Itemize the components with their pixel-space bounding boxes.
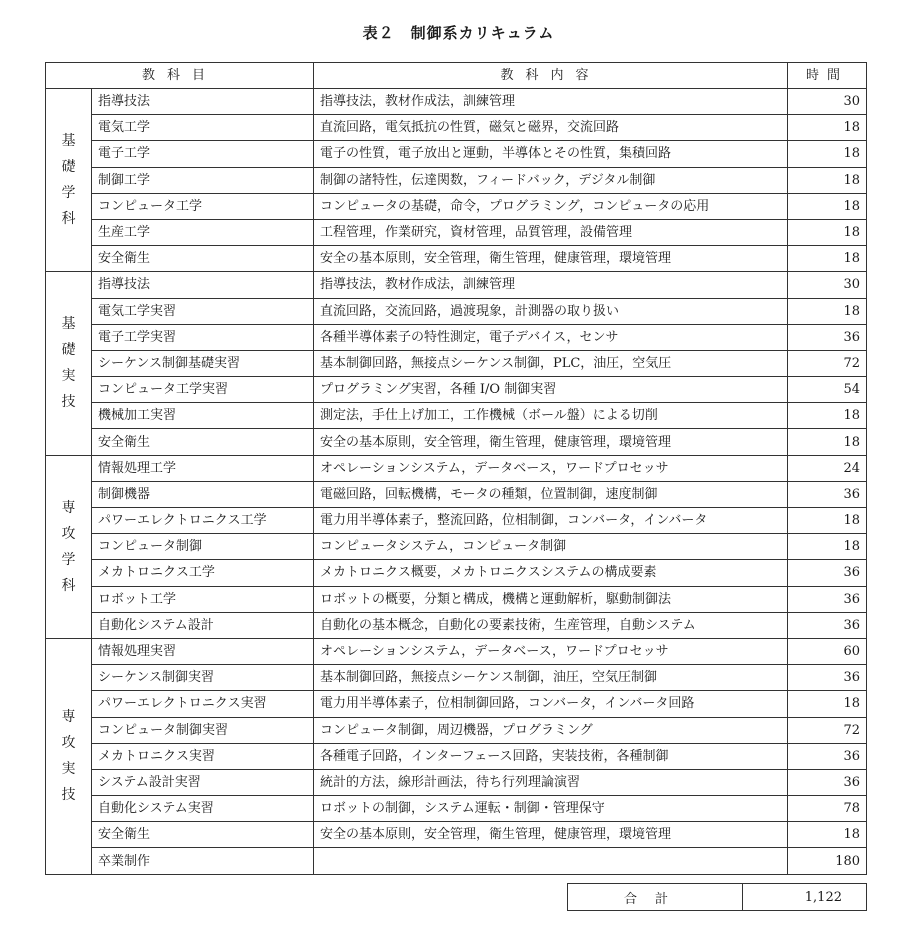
content-cell: 指導技法，教材作成法，訓練管理 [314, 89, 788, 115]
hours-cell: 18 [788, 193, 867, 219]
content-cell: 工程管理，作業研究，資材管理，品質管理，設備管理 [314, 219, 788, 245]
subject-cell: コンピュータ制御実習 [92, 717, 314, 743]
content-cell: 指導技法，教材作成法，訓練管理 [314, 272, 788, 298]
content-cell: 安全の基本原則，安全管理，衛生管理，健康管理，環境管理 [314, 822, 788, 848]
table-row [46, 665, 867, 691]
total-row [568, 884, 867, 911]
subject-cell: コンピュータ制御 [92, 534, 314, 560]
content-cell: 安全の基本原則，安全管理，衛生管理，健康管理，環境管理 [314, 429, 788, 455]
table-row [46, 508, 867, 534]
category-cell [46, 272, 92, 455]
subject-cell: 電気工学 [92, 115, 314, 141]
content-cell: 直流回路，電気抵抗の性質，磁気と磁界，交流回路 [314, 115, 788, 141]
table-row [46, 769, 867, 795]
subject-cell: 安全衛生 [92, 246, 314, 272]
subject-cell: 指導技法 [92, 272, 314, 298]
hours-cell: 18 [788, 429, 867, 455]
table-row [46, 89, 867, 115]
content-cell: 電力用半導体素子，位相制御回路，コンバータ，インバータ回路 [314, 691, 788, 717]
subject-cell: ロボット工学 [92, 586, 314, 612]
table-row [46, 691, 867, 717]
hours-cell: 72 [788, 717, 867, 743]
table-row [46, 141, 867, 167]
subject-cell: パワーエレクトロニクス実習 [92, 691, 314, 717]
table-row [46, 612, 867, 638]
header-content: 教科内容 [314, 63, 788, 89]
subject-cell: 安全衛生 [92, 822, 314, 848]
content-cell: プログラミング実習，各種 I/O 制御実習 [314, 377, 788, 403]
hours-cell: 36 [788, 665, 867, 691]
hours-cell: 36 [788, 743, 867, 769]
hours-cell: 36 [788, 769, 867, 795]
subject-cell: システム設計実習 [92, 769, 314, 795]
content-cell: 自動化の基本概念，自動化の要素技術，生産管理，自動システム [314, 612, 788, 638]
table-row [46, 115, 867, 141]
content-cell: オペレーションシステム，データベース，ワードプロセッサ [314, 638, 788, 664]
subject-cell: 電子工学実習 [92, 324, 314, 350]
subject-cell: 機械加工実習 [92, 403, 314, 429]
subject-cell: 情報処理実習 [92, 638, 314, 664]
hours-cell: 24 [788, 455, 867, 481]
content-cell: ロボットの制御，システム運転・制御・管理保守 [314, 796, 788, 822]
hours-cell: 18 [788, 508, 867, 534]
subject-cell: 自動化システム設計 [92, 612, 314, 638]
table-row [46, 377, 867, 403]
header-row [46, 63, 867, 89]
table-row [46, 481, 867, 507]
hours-cell: 180 [788, 848, 867, 874]
subject-cell: 制御工学 [92, 167, 314, 193]
total-value: 1,122 [743, 884, 867, 911]
hours-cell: 36 [788, 612, 867, 638]
table-title: 表２ 制御系カリキュラム [362, 24, 555, 42]
table-row [46, 848, 867, 874]
hours-cell: 30 [788, 272, 867, 298]
table-row [46, 560, 867, 586]
subject-cell: パワーエレクトロニクス工学 [92, 508, 314, 534]
table-row [46, 822, 867, 848]
content-cell: 直流回路，交流回路，過渡現象，計測器の取り扱い [314, 298, 788, 324]
header-subject: 教科目 [46, 63, 314, 89]
subject-cell: 卒業制作 [92, 848, 314, 874]
table-row [46, 324, 867, 350]
table-row [46, 534, 867, 560]
hours-cell: 18 [788, 246, 867, 272]
table-row [46, 796, 867, 822]
table-row [46, 246, 867, 272]
table-row [46, 167, 867, 193]
total-table [567, 883, 867, 911]
subject-cell: 電気工学実習 [92, 298, 314, 324]
curriculum-body [46, 89, 867, 875]
category-label: 基 礎 学 科 [61, 133, 76, 228]
content-cell [314, 848, 788, 874]
hours-cell: 18 [788, 219, 867, 245]
content-cell: 各種半導体素子の特性測定，電子デバイス，センサ [314, 324, 788, 350]
hours-cell: 36 [788, 324, 867, 350]
subject-cell: 安全衛生 [92, 429, 314, 455]
hours-cell: 18 [788, 534, 867, 560]
subject-cell: シーケンス制御基礎実習 [92, 350, 314, 376]
hours-cell: 78 [788, 796, 867, 822]
category-cell [46, 455, 92, 638]
curriculum-table [45, 62, 867, 875]
hours-cell: 60 [788, 638, 867, 664]
subject-cell: 電子工学 [92, 141, 314, 167]
table-row [46, 455, 867, 481]
content-cell: 各種電子回路，インターフェース回路，実装技術，各種制御 [314, 743, 788, 769]
subject-cell: コンピュータ工学実習 [92, 377, 314, 403]
table-row [46, 272, 867, 298]
table-row [46, 298, 867, 324]
content-cell: 制御の諸特性，伝達関数，フィードバック，デジタル制御 [314, 167, 788, 193]
subject-cell: コンピュータ工学 [92, 193, 314, 219]
content-cell: 基本制御回路，無接点シーケンス制御，油圧，空気圧制御 [314, 665, 788, 691]
hours-cell: 30 [788, 89, 867, 115]
content-cell: 電子の性質，電子放出と運動，半導体とその性質，集積回路 [314, 141, 788, 167]
subject-cell: 自動化システム実習 [92, 796, 314, 822]
table-row [46, 743, 867, 769]
hours-cell: 72 [788, 350, 867, 376]
hours-cell: 54 [788, 377, 867, 403]
content-cell: コンピュータシステム，コンピュータ制御 [314, 534, 788, 560]
subject-cell: 指導技法 [92, 89, 314, 115]
content-cell: コンピュータの基礎，命令，プログラミング，コンピュータの応用 [314, 193, 788, 219]
content-cell: 安全の基本原則，安全管理，衛生管理，健康管理，環境管理 [314, 246, 788, 272]
hours-cell: 18 [788, 115, 867, 141]
hours-cell: 18 [788, 403, 867, 429]
table-row [46, 219, 867, 245]
subject-cell: シーケンス制御実習 [92, 665, 314, 691]
table-row [46, 350, 867, 376]
table-row [46, 429, 867, 455]
hours-cell: 18 [788, 167, 867, 193]
content-cell: 電力用半導体素子，整流回路，位相制御，コンバータ，インバータ [314, 508, 788, 534]
content-cell: 統計的方法，線形計画法，待ち行列理論演習 [314, 769, 788, 795]
subject-cell: メカトロニクス実習 [92, 743, 314, 769]
table-row [46, 403, 867, 429]
content-cell: 電磁回路，回転機構，モータの種類，位置制御，速度制御 [314, 481, 788, 507]
table-row [46, 193, 867, 219]
content-cell: 基本制御回路，無接点シーケンス制御，PLC，油圧，空気圧 [314, 350, 788, 376]
subject-cell: 生産工学 [92, 219, 314, 245]
hours-cell: 18 [788, 691, 867, 717]
content-cell: メカトロニクス概要，メカトロニクスシステムの構成要素 [314, 560, 788, 586]
subject-cell: メカトロニクス工学 [92, 560, 314, 586]
content-cell: ロボットの概要，分類と構成，機構と運動解析，駆動制御法 [314, 586, 788, 612]
category-cell [46, 89, 92, 272]
hours-cell: 36 [788, 481, 867, 507]
subject-cell: 情報処理工学 [92, 455, 314, 481]
hours-cell: 36 [788, 586, 867, 612]
hours-cell: 36 [788, 560, 867, 586]
subject-cell: 制御機器 [92, 481, 314, 507]
content-cell: オペレーションシステム，データベース，ワードプロセッサ [314, 455, 788, 481]
category-label: 専 攻 実 技 [61, 709, 76, 804]
content-cell: コンピュータ制御，周辺機器，プログラミング [314, 717, 788, 743]
category-label: 基 礎 実 技 [61, 316, 76, 411]
total-label: 合計 [568, 884, 743, 911]
header-hours: 時間 [788, 63, 867, 89]
hours-cell: 18 [788, 141, 867, 167]
category-label: 専 攻 学 科 [61, 499, 76, 594]
hours-cell: 18 [788, 822, 867, 848]
table-row [46, 638, 867, 664]
table-row [46, 717, 867, 743]
table-row [46, 586, 867, 612]
category-cell [46, 638, 92, 874]
hours-cell: 18 [788, 298, 867, 324]
content-cell: 測定法，手仕上げ加工，工作機械（ボール盤）による切削 [314, 403, 788, 429]
